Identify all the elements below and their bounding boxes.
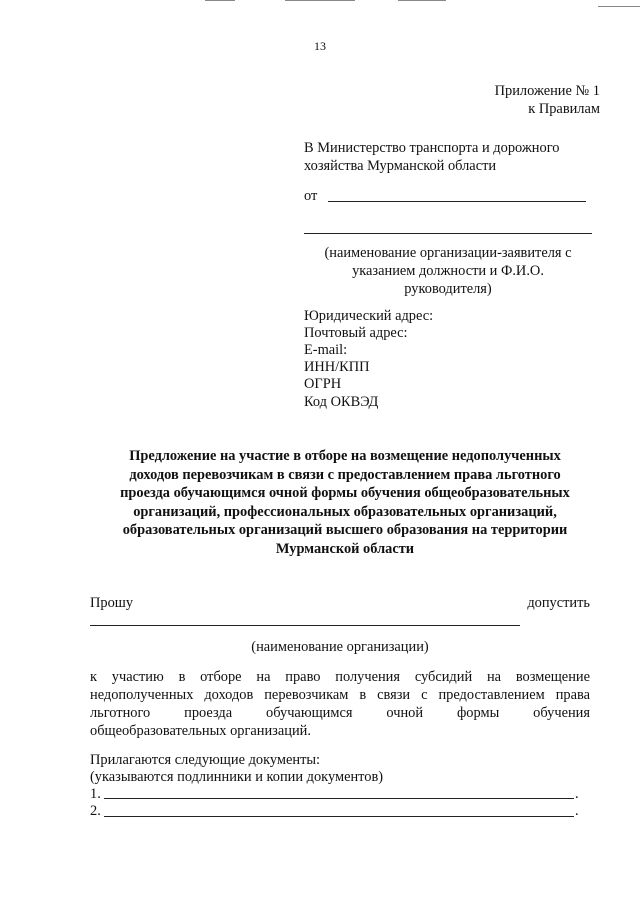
attachment-number: 2. (90, 803, 101, 819)
attachment-end-mark: . (575, 786, 579, 802)
from-field-second-line[interactable] (304, 233, 592, 234)
organization-name-field[interactable] (90, 625, 520, 626)
from-field[interactable] (328, 201, 586, 202)
appendix-rules-label: к Правилам (528, 101, 600, 117)
from-label: от (304, 188, 318, 204)
scan-artifact (398, 0, 446, 1)
attachment-field-2[interactable] (104, 816, 574, 817)
inn-kpp-label: ИНН/КПП (304, 359, 370, 375)
title-line: Предложение на участие в отборе на возмещение недополученных (129, 448, 561, 464)
request-body-line: общеобразовательных организаций. (90, 723, 311, 739)
appendix-label: Приложение № 1 (494, 83, 600, 99)
page-number: 13 (314, 39, 326, 53)
attachment-field-1[interactable] (104, 798, 574, 799)
postal-address-label: Почтовый адрес: (304, 325, 408, 341)
email-label: E-mail: (304, 342, 348, 358)
title-line: образовательных организаций высшего образования на территории (122, 522, 568, 538)
attachment-end-mark: . (575, 803, 579, 819)
applicant-caption: руководителя) (404, 281, 492, 297)
applicant-caption: (наименование организации-заявителя с (324, 245, 572, 261)
scan-artifact (205, 0, 235, 1)
request-word: Прошу (90, 595, 134, 611)
request-body-line: льготного проезда обучающимся очной формы обучения (90, 705, 590, 721)
legal-address-label: Юридический адрес: (304, 308, 434, 324)
attachments-note: (указываются подлинники и копии документов) (90, 769, 384, 785)
ogrn-label: ОГРН (304, 376, 342, 392)
addressee-line: хозяйства Мурманской области (304, 158, 497, 174)
scan-artifact (285, 0, 355, 1)
okved-label: Код ОКВЭД (304, 394, 379, 410)
request-body-line: недополученных доходов перевозчикам в связи с предоставлением права (90, 687, 590, 703)
addressee-line: В Министерство транспорта и дорожного (304, 140, 560, 156)
title-line: Мурманской области (275, 540, 415, 557)
attachments-heading: Прилагаются следующие документы: (90, 752, 321, 768)
request-body-line: к участию в отборе на право получения субсидий на возмещение (90, 669, 590, 685)
document-title (92, 447, 598, 558)
title-line: проезда обучающимся очной формы обучения общеобразовательных (120, 485, 570, 501)
applicant-caption: указанием должности и Ф.И.О. (352, 263, 544, 279)
title-line: доходов перевозчикам в связи с предоставлением права льготного (129, 466, 561, 483)
attachment-number: 1. (90, 786, 101, 802)
organization-caption: (наименование организации) (251, 639, 429, 655)
title-line: организаций, профессиональных образовательных организаций, (133, 503, 557, 520)
admit-word: допустить (527, 595, 590, 611)
scan-artifact (598, 6, 640, 7)
